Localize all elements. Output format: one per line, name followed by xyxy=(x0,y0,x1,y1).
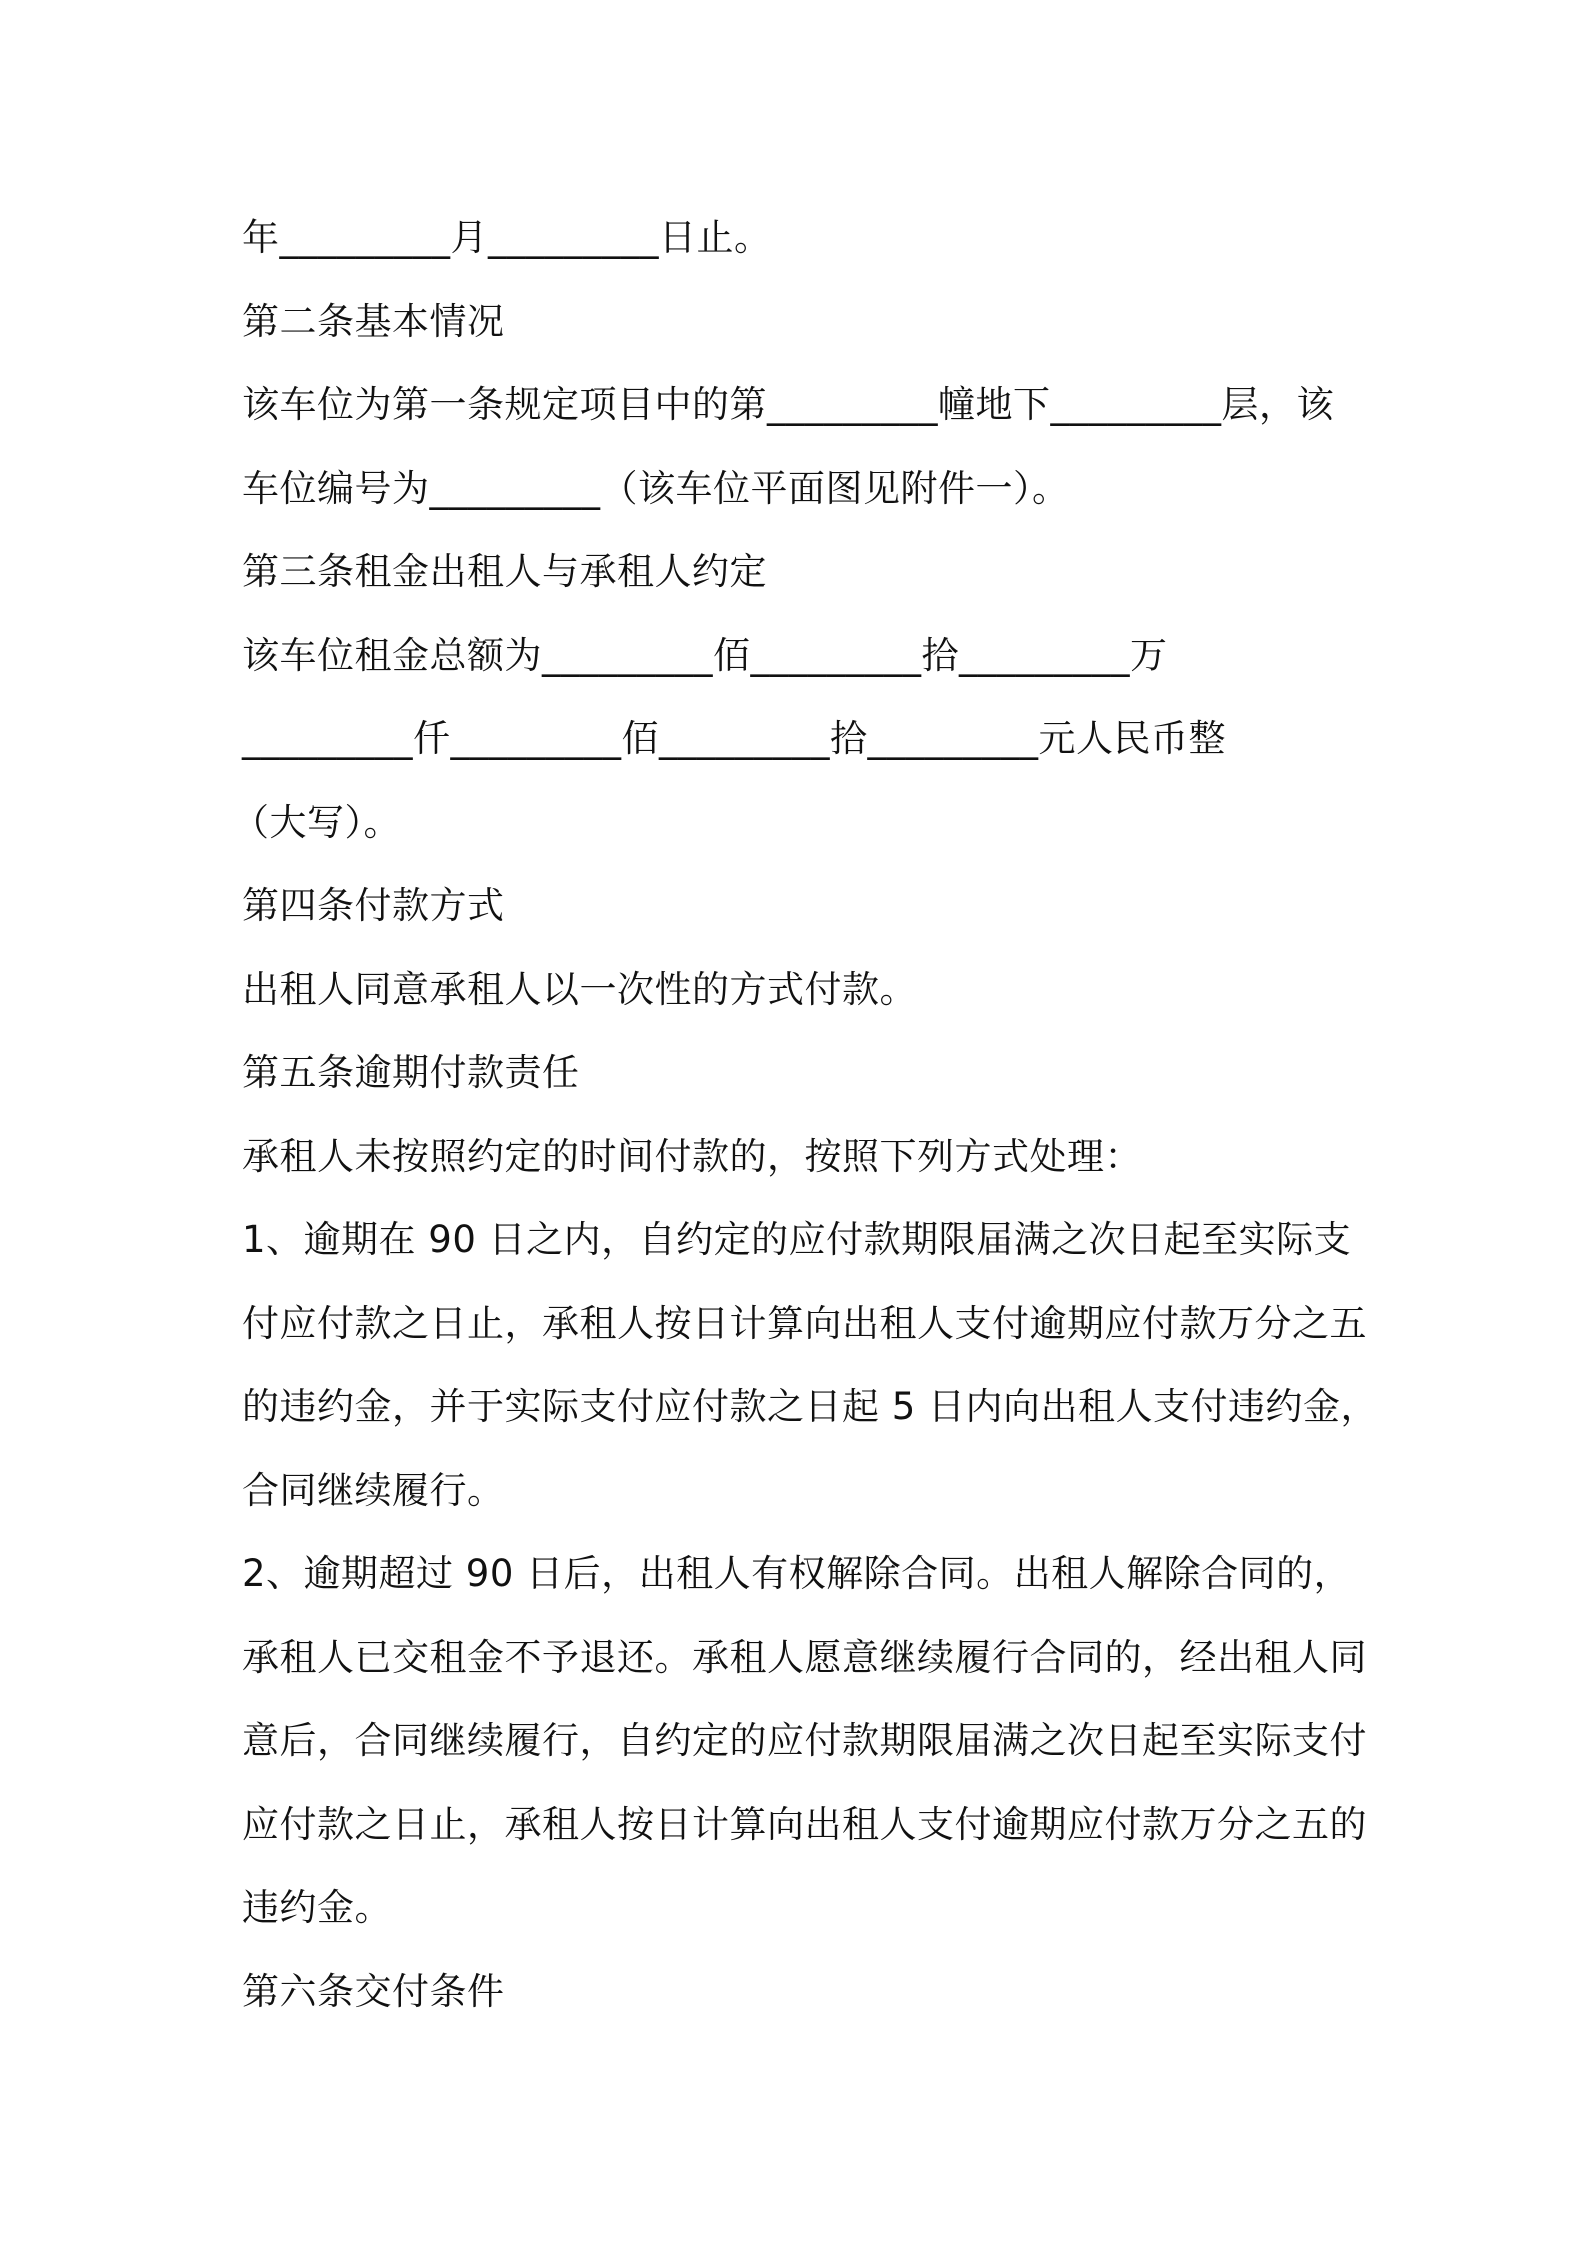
text-line: 该车位租金总额为_________佰_________拾_________万 xyxy=(242,633,1168,677)
text-line: 2、逾期超过 90 日后，出租人有权解除合同。出租人解除合同的， xyxy=(242,1552,1352,1595)
article-heading: 第六条交付条件 xyxy=(242,1969,505,2013)
text-line: 年_________月_________日止。 xyxy=(242,216,772,259)
article-heading: 第三条租金出租人与承租人约定 xyxy=(242,550,767,593)
text-line: 应付款之日止，承租人按日计算向出租人支付逾期应付款万分之五的 xyxy=(242,1802,1367,1846)
text-line: 车位编号为_________（该车位平面图见附件一）。 xyxy=(242,466,1070,510)
article-heading: 第二条基本情况 xyxy=(242,299,505,343)
text-line: 该车位为第一条规定项目中的第_________幢地下_________层，该 xyxy=(242,383,1334,426)
text-line: 承租人已交租金不予退还。承租人愿意继续履行合同的，经出租人同 xyxy=(242,1635,1367,1679)
text-line: 的违约金，并于实际支付应付款之日起 5 日内向出租人支付违约金， xyxy=(242,1385,1379,1428)
text-line: _________仟_________佰_________拾_________元人民币整 xyxy=(242,717,1226,760)
text-line: 合同继续履行。 xyxy=(242,1468,505,1512)
text-line: 出租人同意承租人以一次性的方式付款。 xyxy=(242,967,917,1011)
text-line: 1、逾期在 90 日之内，自约定的应付款期限届满之次日起至实际支 xyxy=(242,1218,1352,1261)
text-line: 承租人未按照约定的时间付款的，按照下列方式处理： xyxy=(242,1134,1142,1178)
article-heading: 第五条逾期付款责任 xyxy=(242,1051,580,1094)
text-line: 付应付款之日止，承租人按日计算向出租人支付逾期应付款万分之五 xyxy=(242,1301,1367,1345)
text-line: （大写）。 xyxy=(232,800,401,844)
document-page xyxy=(232,196,1379,2033)
text-line: 意后，合同继续履行，自约定的应付款期限届满之次日起至实际支付 xyxy=(242,1719,1367,1762)
text-line: 违约金。 xyxy=(242,1886,392,1929)
article-heading: 第四条付款方式 xyxy=(242,884,505,927)
